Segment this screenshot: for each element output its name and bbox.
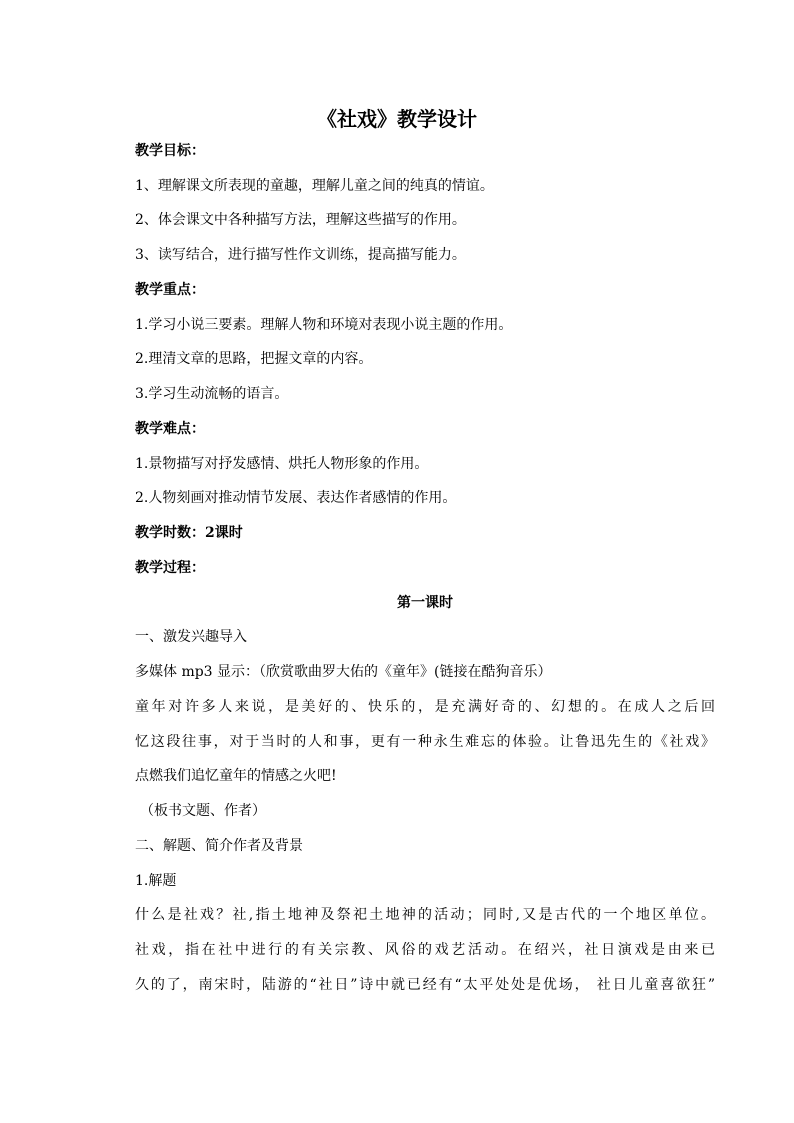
paragraph-line: 社戏，指在社中进行的有关宗教、风俗的戏艺活动。在绍兴，社日演戏是由来已 xyxy=(135,942,715,958)
section-title: 一、激发兴趣导入 xyxy=(135,629,247,645)
page-title: 《社戏》教学设计 xyxy=(317,107,477,131)
difficult-points-heading: 教学难点： xyxy=(135,421,205,437)
paragraph-line: 忆这段往事，对于当时的人和事，更有一种永生难忘的体验。让鲁迅先生的《社戏》 xyxy=(135,734,715,750)
multimedia-note: 多媒体 mp3 显示：（欣赏歌曲罗大佑的《童年》(链接在酷狗音乐） xyxy=(135,664,552,680)
lesson-title: 第一课时 xyxy=(397,595,453,611)
teaching-hours: 教学时数：2课时 xyxy=(135,525,243,541)
goals-heading: 教学目标： xyxy=(135,143,205,159)
goal-item: 2、体会课文中各种描写方法，理解这些描写的作用。 xyxy=(135,212,466,228)
paragraph-line: 什么是社戏？社,指土地神及祭祀土地神的活动；同时,又是古代的一个地区单位。 xyxy=(135,907,715,923)
difficult-point-item: 1.景物描写对抒发感情、烘托人物形象的作用。 xyxy=(135,456,429,472)
paragraph-line: 点燃我们追忆童年的情感之火吧! xyxy=(135,768,337,784)
board-note: （板书文题、作者） xyxy=(140,803,266,819)
paragraph-line: 童年对许多人来说，是美好的、快乐的，是充满好奇的、幻想的。在成人之后回 xyxy=(135,699,715,715)
goal-item: 1、理解课文所表现的童趣，理解儿童之间的纯真的情谊。 xyxy=(135,178,494,194)
paragraph-line: 久的了，南宋时，陆游的“社日”诗中就已经有“太平处处是优场， 社日儿童喜欲狂” xyxy=(135,977,715,993)
key-points-heading: 教学重点： xyxy=(135,282,205,298)
subsection-title: 1.解题 xyxy=(135,873,177,889)
key-point-item: 2.理清文章的思路，把握文章的内容。 xyxy=(135,351,373,367)
goal-item: 3、读写结合，进行描写性作文训练，提高描写能力。 xyxy=(135,247,466,263)
key-point-item: 3.学习生动流畅的语言。 xyxy=(135,386,289,402)
process-heading: 教学过程： xyxy=(135,560,205,576)
key-point-item: 1.学习小说三要素。理解人物和环境对表现小说主题的作用。 xyxy=(135,317,513,333)
section-title: 二、解题、简介作者及背景 xyxy=(135,838,303,854)
difficult-point-item: 2.人物刻画对推动情节发展、表达作者感情的作用。 xyxy=(135,490,457,506)
